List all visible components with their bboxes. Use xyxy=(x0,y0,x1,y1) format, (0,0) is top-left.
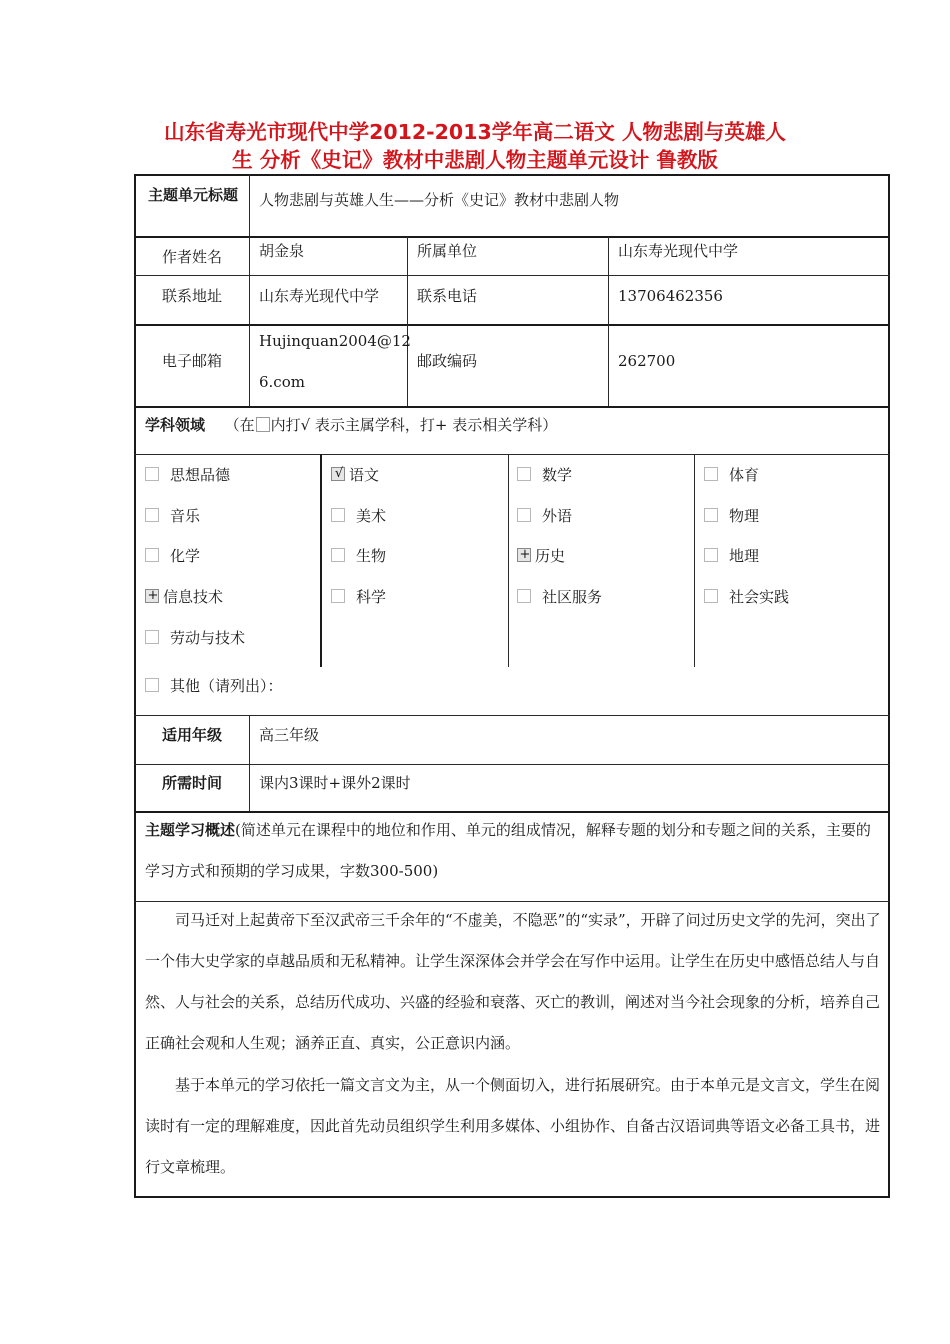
author-value: 胡金泉 xyxy=(259,242,305,260)
subject-label: 体育 xyxy=(729,466,760,484)
overview-paragraph-2: 基于本单元的学习依托一篇文言文为主，从一个侧面切入，进行拓展研究。由于本单元是文言文，学生在阅读时有一定的理解难度，因此首先动员组织学生利用多媒体、小组协作、自备古汉语词典等语文必备工具书，进行文章梳理。 xyxy=(145,1076,881,1176)
subject-checkbox[interactable] xyxy=(331,508,345,522)
subject-checkbox[interactable] xyxy=(517,589,531,603)
subject-label: 音乐 xyxy=(170,507,201,525)
postcode-value: 262700 xyxy=(618,352,676,370)
subject-checkbox[interactable] xyxy=(145,589,159,603)
subject-label: 思想品德 xyxy=(170,466,231,484)
subject-label: 数学 xyxy=(542,466,573,484)
phone-value: 13706462356 xyxy=(618,287,723,305)
subject-field-header xyxy=(145,415,557,435)
row-divider xyxy=(134,764,890,765)
subject-label: 化学 xyxy=(170,547,201,565)
unit-label: 所属单位 xyxy=(417,242,478,260)
address-label: 联系地址 xyxy=(161,287,222,305)
subject-checkbox[interactable] xyxy=(517,467,531,481)
row-divider xyxy=(134,406,890,408)
subject-checkbox[interactable] xyxy=(145,508,159,522)
subject-label: 科学 xyxy=(356,588,387,606)
title-line-2: 生 分析《史记》教材中悲剧人物主题单元设计 鲁教版 xyxy=(232,148,718,172)
col-divider xyxy=(249,715,250,811)
document-title xyxy=(120,118,830,174)
checkbox-icon xyxy=(256,417,270,432)
topic-label: 主题单元标题 xyxy=(147,186,238,204)
subject-label: 外语 xyxy=(542,507,573,525)
subject-label: 地理 xyxy=(729,547,760,565)
subject-checkbox[interactable] xyxy=(704,589,718,603)
subject-label: 美术 xyxy=(356,507,387,525)
col-divider xyxy=(508,454,509,667)
subject-field-note-pre: （在 xyxy=(224,416,255,434)
overview-paragraph-1: 司马迁对上起黄帝下至汉武帝三千余年的“不虚美，不隐恶”的“实录”，开辟了问过历史文学的先河，突出了一个伟大史学家的卓越品质和无私精神。让学生深深体会并学会在写作中运用。让学生在历史中感悟总结人与自然、人与社会的关系，总结历代成功、兴盛的经验和衰落、灭亡的教训，阐述对当今社会现象的分析，培养自己正确社会观和人生观；涵养正直、真实，公正意识内涵。 xyxy=(145,911,881,1052)
topic-value: 人物悲剧与英雄人生——分析《史记》教材中悲剧人物 xyxy=(259,191,620,209)
time-label: 所需时间 xyxy=(161,774,222,792)
time-value: 课内3课时+课外2课时 xyxy=(259,774,411,792)
phone-label: 联系电话 xyxy=(417,287,478,305)
plus-mark-icon: + xyxy=(147,588,159,603)
email-value-line2: 6.com xyxy=(259,373,305,391)
subject-checkbox[interactable] xyxy=(517,548,531,562)
subject-label: 历史 xyxy=(535,547,566,565)
col-divider xyxy=(320,454,322,667)
overview-note: (简述单元在课程中的地位和作用、单元的组成情况，解释专题的划分和专题之间的关系，主要的学习方式和预期的学习成果，字数300-500) xyxy=(145,821,871,880)
plus-mark-icon: + xyxy=(519,547,531,562)
email-label: 电子邮箱 xyxy=(161,352,222,370)
subject-label: 社区服务 xyxy=(542,588,603,606)
subject-checkbox[interactable] xyxy=(704,508,718,522)
subject-label: 物理 xyxy=(729,507,760,525)
subject-checkbox[interactable] xyxy=(331,467,345,481)
subject-checkbox[interactable] xyxy=(145,467,159,481)
row-divider xyxy=(134,715,890,716)
subject-label: 信息技术 xyxy=(163,588,224,606)
row-divider xyxy=(134,454,890,455)
other-checkbox[interactable] xyxy=(145,678,159,692)
subject-checkbox[interactable] xyxy=(704,467,718,481)
grade-value: 高三年级 xyxy=(259,726,320,744)
postcode-label: 邮政编码 xyxy=(417,352,478,370)
grade-label: 适用年级 xyxy=(161,726,222,744)
title-line-1: 山东省寿光市现代中学2012-2013学年高二语文 人物悲剧与英雄人 xyxy=(164,120,786,144)
subject-field-label: 学科领域 xyxy=(145,416,206,434)
subject-label: 语文 xyxy=(349,466,380,484)
row-divider xyxy=(134,236,890,238)
subject-checkbox[interactable] xyxy=(517,508,531,522)
overview-label: 主题学习概述 xyxy=(145,821,236,839)
check-mark-icon: √ xyxy=(334,466,344,481)
author-label: 作者姓名 xyxy=(161,248,222,266)
col-divider xyxy=(608,236,609,406)
subject-label: 劳动与技术 xyxy=(170,629,246,647)
overview-header xyxy=(145,810,885,892)
subject-label: 生物 xyxy=(356,547,387,565)
row-divider xyxy=(134,275,890,276)
email-value-line1: Hujinquan2004@12 xyxy=(259,332,411,350)
subject-checkbox[interactable] xyxy=(145,548,159,562)
address-value: 山东寿光现代中学 xyxy=(259,287,380,305)
subject-label: 社会实践 xyxy=(729,588,790,606)
other-label: 其他（请列出）： xyxy=(170,677,283,695)
subject-checkbox[interactable] xyxy=(145,630,159,644)
col-divider xyxy=(249,174,250,406)
row-divider xyxy=(134,324,890,326)
col-divider xyxy=(694,454,695,667)
subject-checkbox[interactable] xyxy=(331,589,345,603)
subject-checkbox[interactable] xyxy=(331,548,345,562)
col-divider xyxy=(407,236,408,406)
unit-value: 山东寿光现代中学 xyxy=(618,242,739,260)
subject-field-note-post: 内打√ 表示主属学科，打+ 表示相关学科） xyxy=(270,416,558,434)
subject-checkbox[interactable] xyxy=(704,548,718,562)
